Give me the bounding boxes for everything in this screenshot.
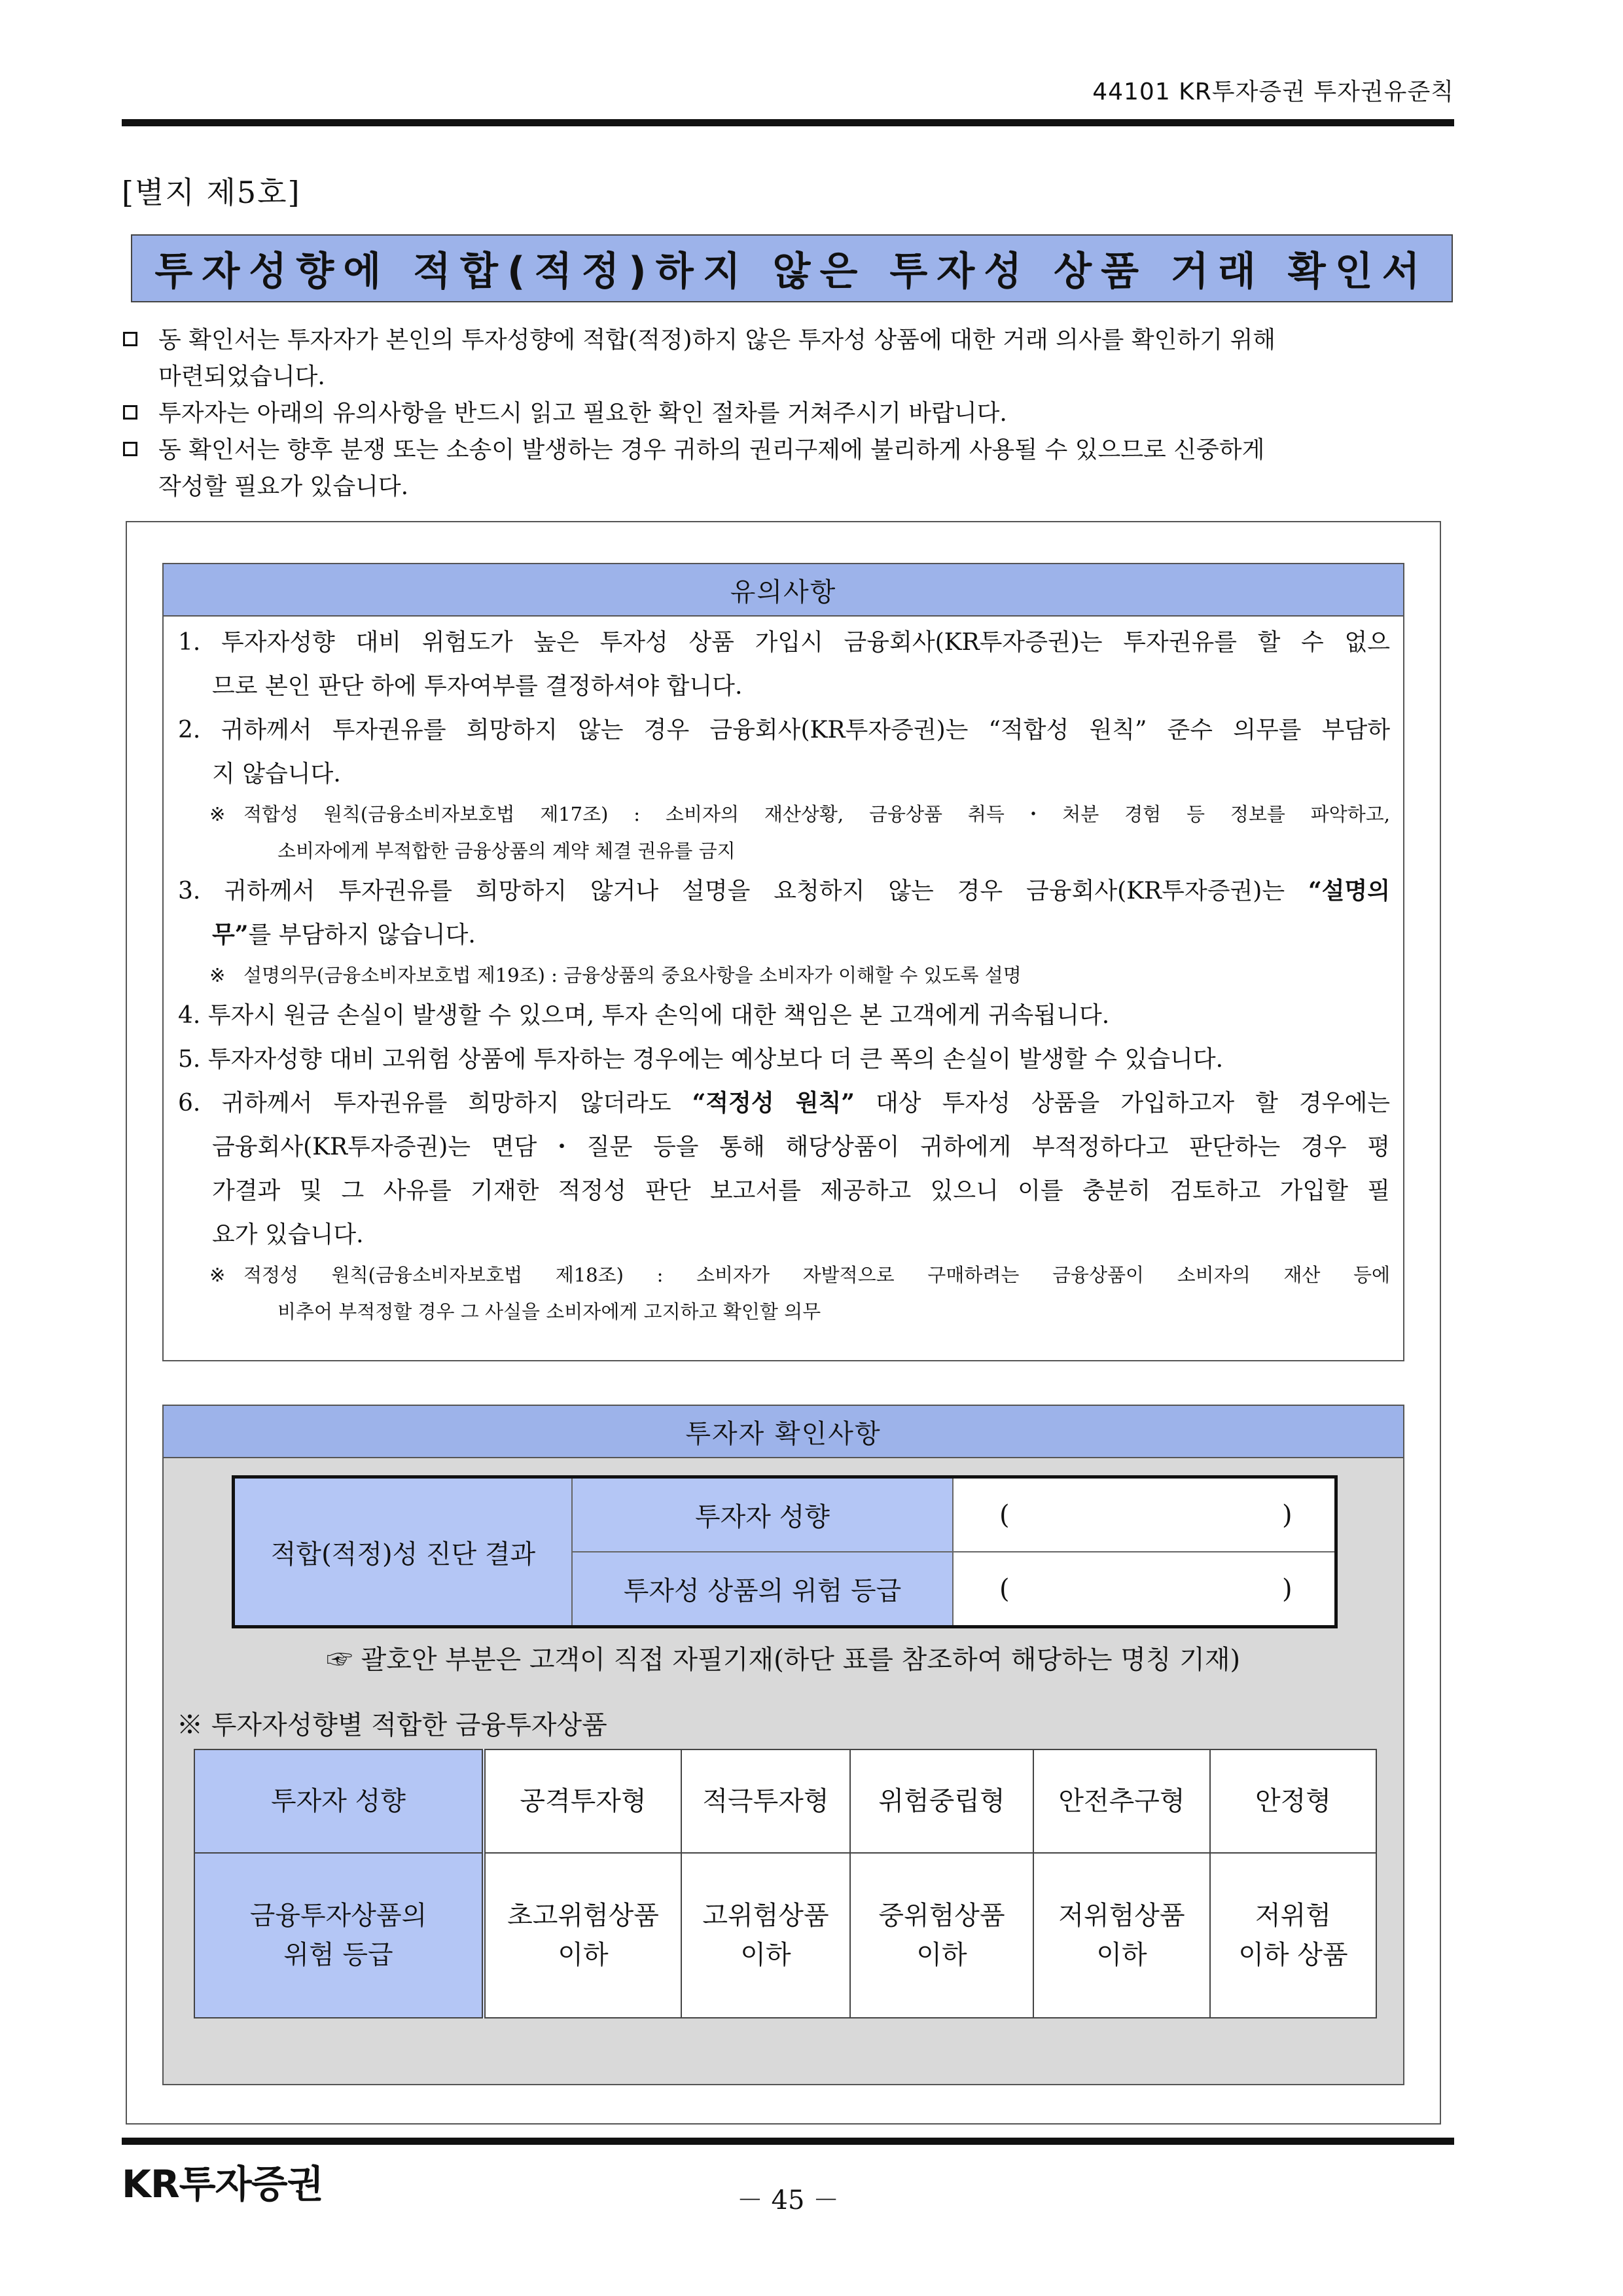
form-title: 투자성향에 적합(적정)하지 않은 투자성 상품 거래 확인서 — [154, 249, 1429, 295]
note-explanation: ※ 설명의무(금융소비자보호법 제19조) : 금융상품의 중요사항을 소비자가 이해할 수 있도록 설명 — [178, 957, 1390, 994]
notice-item-6-cont: 가결과 및 그 사유를 기재한 적정성 판단 보고서를 제공하고 있으니 이를 충분히 검토하고 가입할 필 — [212, 1177, 1390, 1204]
notice-body — [164, 617, 1403, 1330]
checkbox-square-icon — [123, 332, 137, 346]
grade-cell: 고위험상품 이하 — [681, 1853, 850, 2018]
notice-item-2-cont: 지 않습니다. — [212, 761, 341, 787]
intro-item — [122, 432, 1454, 505]
investor-confirmation-section — [162, 1405, 1404, 2085]
notice-item-6-cont: 요가 있습니다. — [212, 1221, 364, 1248]
grade-cell: 초고위험상품 이하 — [484, 1853, 681, 2018]
product-risk-grade-label: 투자성 상품의 위험 등급 — [572, 1552, 953, 1627]
reference-mark-icon: ※ — [209, 964, 226, 986]
intro-item-text: 투자자는 아래의 유의사항을 반드시 읽고 필요한 확인 절차를 거쳐주시기 바랍니다. — [158, 400, 1007, 427]
fit-table-label: ※ 투자자성향별 적합한 금융투자상품 — [177, 1710, 607, 1740]
type-cell: 안정형 — [1210, 1749, 1376, 1853]
notice-item-3: 3. 귀하께서 투자권유를 희망하지 않거나 설명을 요청하지 않는 경우 금융회사(KR투자증권)는 “설명의 — [178, 877, 1390, 905]
handwriting-hint: ☞ 괄호안 부분은 고객이 직접 자필기재(하단 표를 참조하여 해당하는 명칭 기재) — [326, 1645, 1241, 1675]
investor-type-entry[interactable]: ( ) — [953, 1477, 1336, 1552]
notice-item-5: 5. 투자자성향 대비 고위험 상품에 투자하는 경우에는 예상보다 더 큰 폭의 손실이 발생할 수 있습니다. — [178, 1046, 1224, 1073]
attachment-label: [별지 제5호] — [122, 175, 301, 210]
diagnosis-result-table — [232, 1475, 1338, 1628]
note-suitability-cont: 소비자에게 부적합한 금융상품의 계약 체결 권유를 금지 — [277, 840, 736, 862]
notice-item-1-cont: 므로 본인 판단 하에 투자여부를 결정하셔야 합니다. — [212, 673, 743, 700]
fit-product-table — [194, 1749, 1377, 2018]
intro-item-text: 동 확인서는 투자자가 본인의 투자성향에 적합(적정)하지 않은 투자성 상품에 대한 거래 의사를 확인하기 위해 — [158, 327, 1275, 353]
notice-heading: 유의사항 — [164, 564, 1403, 617]
investor-type-label: 투자자 성향 — [572, 1477, 953, 1552]
notice-item-3-cont: 무”를 부담하지 않습니다. — [212, 921, 476, 948]
form-title-box — [131, 234, 1453, 302]
intro-list — [122, 322, 1454, 505]
header-rule — [122, 119, 1454, 126]
fit-header-investor-type: 투자자 성향 — [194, 1749, 484, 1853]
notice-item-4: 4. 투자시 원금 손실이 발생할 수 있으며, 투자 손익에 대한 책임은 본 고객에게 귀속됩니다. — [178, 1002, 1110, 1029]
notice-section — [162, 563, 1404, 1361]
investor-heading: 투자자 확인사항 — [164, 1406, 1403, 1458]
diagnosis-result-label: 적합(적정)성 진단 결과 — [234, 1477, 573, 1627]
notice-item-6-cont: 금융회사(KR투자증권)는 면담・질문 등을 통해 해당상품이 귀하에게 부적정하다고 판단하는 경우 평 — [212, 1134, 1390, 1160]
note-appropriateness: ※ 적정성 원칙(금융소비자보호법 제18조) : 소비자가 자발적으로 구매하려는 금융상품이 소비자의 재산 등에 — [178, 1257, 1390, 1293]
intro-item-text-cont: 작성할 필요가 있습니다. — [158, 473, 409, 500]
note-appropriateness-cont: 비추어 부적정할 경우 그 사실을 소비자에게 고지하고 확인할 의무 — [277, 1300, 821, 1323]
document-header-title: 44101 KR투자증권 투자권유준칙 — [1092, 79, 1454, 105]
notice-item-2: 2. 귀하께서 투자권유를 희망하지 않는 경우 금융회사(KR투자증권)는 “적합성 원칙” 준수 의무를 부담하 — [178, 717, 1390, 744]
fit-header-risk-grade: 금융투자상품의 위험 등급 — [194, 1853, 484, 2018]
grade-cell: 저위험 이하 상품 — [1210, 1853, 1376, 2018]
checkbox-square-icon — [123, 405, 137, 420]
reference-mark-icon: ※ — [209, 803, 226, 825]
footer-rule — [122, 2138, 1454, 2145]
product-risk-grade-entry[interactable]: ( ) — [953, 1552, 1336, 1627]
company-logo: KR투자증권 — [122, 2162, 323, 2206]
checkbox-square-icon — [123, 442, 137, 456]
grade-cell: 저위험상품 이하 — [1033, 1853, 1210, 2018]
reference-mark-icon: ※ — [209, 1264, 226, 1286]
intro-item-text: 동 확인서는 향후 분쟁 또는 소송이 발생하는 경우 귀하의 권리구제에 불리하게 사용될 수 있으므로 신중하게 — [158, 437, 1265, 463]
type-cell: 안전추구형 — [1033, 1749, 1210, 1853]
type-cell: 공격투자형 — [484, 1749, 681, 1853]
type-cell: 적극투자형 — [681, 1749, 850, 1853]
intro-item-text-cont: 마련되었습니다. — [158, 363, 325, 390]
note-suitability: ※ 적합성 원칙(금융소비자보호법 제17조) : 소비자의 재산상황, 금융상품 취득・처분 경험 등 정보를 파악하고, — [178, 796, 1390, 833]
type-cell: 위험중립형 — [850, 1749, 1033, 1853]
notice-item-1: 1. 투자자성향 대비 위험도가 높은 투자성 상품 가입시 금융회사(KR투자증권)는 투자권유를 할 수 없으 — [178, 629, 1390, 656]
notice-item-6: 6. 귀하께서 투자권유를 희망하지 않더라도 “적정성 원칙” 대상 투자성 상품을 가입하고자 할 경우에는 — [178, 1089, 1390, 1117]
intro-item — [122, 395, 1454, 432]
grade-cell: 중위험상품 이하 — [850, 1853, 1033, 2018]
page-number: － 45 － — [736, 2185, 840, 2215]
intro-item — [122, 322, 1454, 395]
